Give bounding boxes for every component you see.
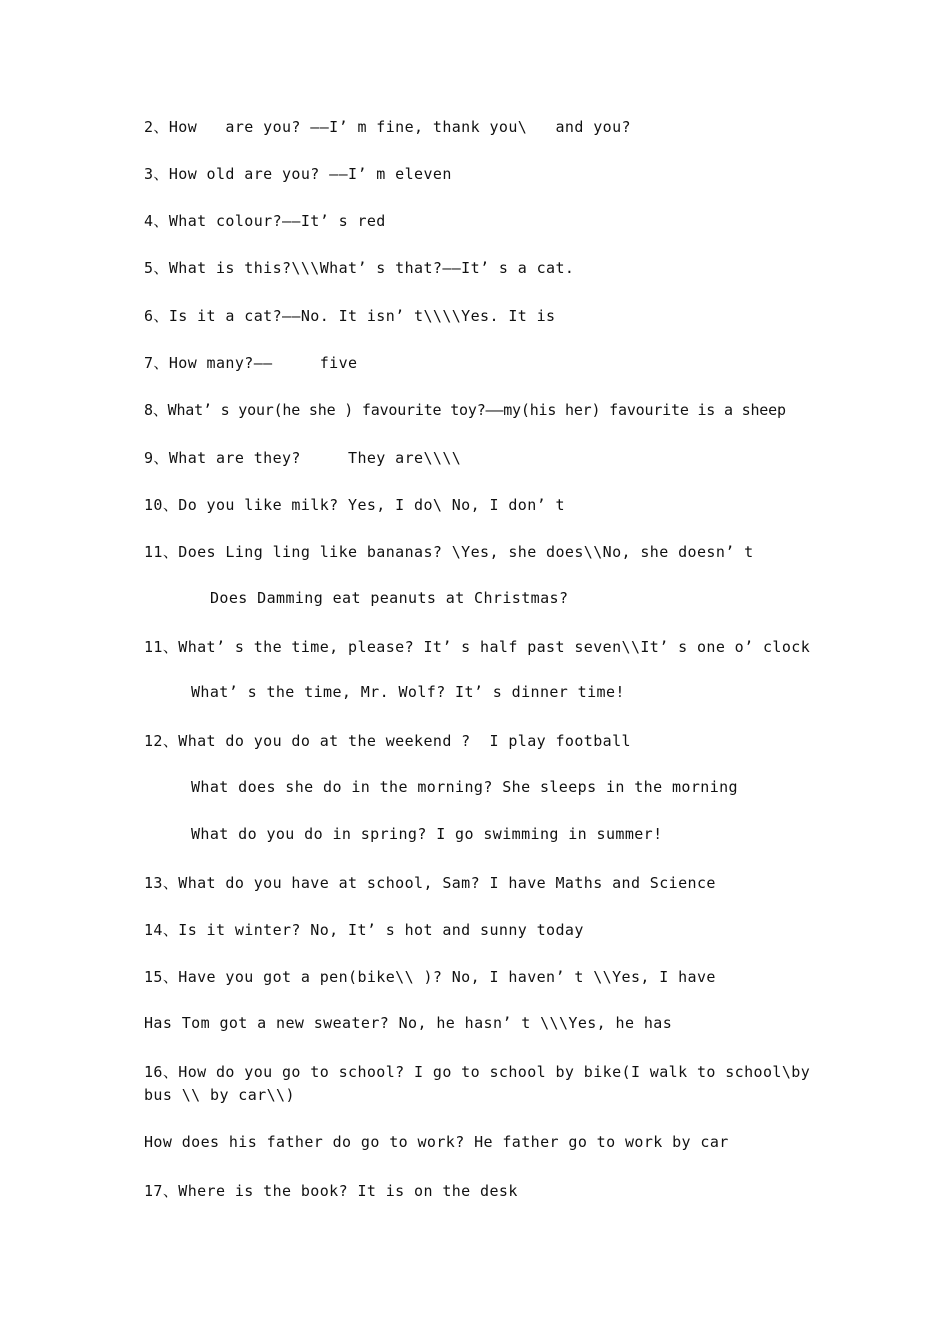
text-line-16: 16、How do you go to school? I go to school by bike(I walk to school\by [144, 1063, 811, 1081]
text-line-10: 10、Do you like milk? Yes, I do\ No, I don’ t [144, 496, 565, 514]
text-line-11a-sub: Does Damming eat peanuts at Christmas? [210, 589, 569, 607]
text-line-6: 6、Is it a cat?——No. It isn’ t\\\\Yes. It is [144, 307, 556, 325]
text-line-7: 7、How many?—— five [144, 354, 358, 372]
text-line-15-sub: Has Tom got a new sweater? No, he hasn’ t \\\Yes, he has [144, 1014, 673, 1032]
text-line-16-sub: How does his father do go to work? He father go to work by car [144, 1133, 729, 1151]
text-line-12-sub2: What do you do in spring? I go swimming in summer! [191, 825, 663, 843]
text-line-5: 5、What is this?\\\What’ s that?——It’ s a cat. [144, 259, 575, 277]
text-line-8: 8、What’ s your(he she ) favourite toy?——my(his her) favourite is a sheep [144, 401, 786, 419]
text-line-12-sub1: What does she do in the morning? She sleeps in the morning [191, 778, 738, 796]
text-line-11a: 11、Does Ling ling like bananas? \Yes, she does\\No, she doesn’ t [144, 543, 754, 561]
text-line-9: 9、What are they? They are\\\\ [144, 449, 462, 467]
text-line-11b: 11、What’ s the time, please? It’ s half past seven\\It’ s one o’ clock [144, 638, 811, 656]
text-line-13: 13、What do you have at school, Sam? I have Maths and Science [144, 874, 716, 892]
text-line-15: 15、Have you got a pen(bike\\ )? No, I haven’ t \\Yes, I have [144, 968, 716, 986]
text-line-17: 17、Where is the book? It is on the desk [144, 1182, 518, 1200]
text-line-11b-sub: What’ s the time, Mr. Wolf? It’ s dinner time! [191, 683, 625, 701]
text-line-12: 12、What do you do at the weekend ? I play football [144, 732, 631, 750]
text-line-14: 14、Is it winter? No, It’ s hot and sunny today [144, 921, 584, 939]
text-line-3: 3、How old are you? ——I’ m eleven [144, 165, 452, 183]
text-line-16-cont: bus \\ by car\\) [144, 1086, 295, 1104]
text-line-4: 4、What colour?——It’ s red [144, 212, 386, 230]
text-line-2: 2、How are you? ——I’ m fine, thank you\ and you? [144, 118, 631, 136]
